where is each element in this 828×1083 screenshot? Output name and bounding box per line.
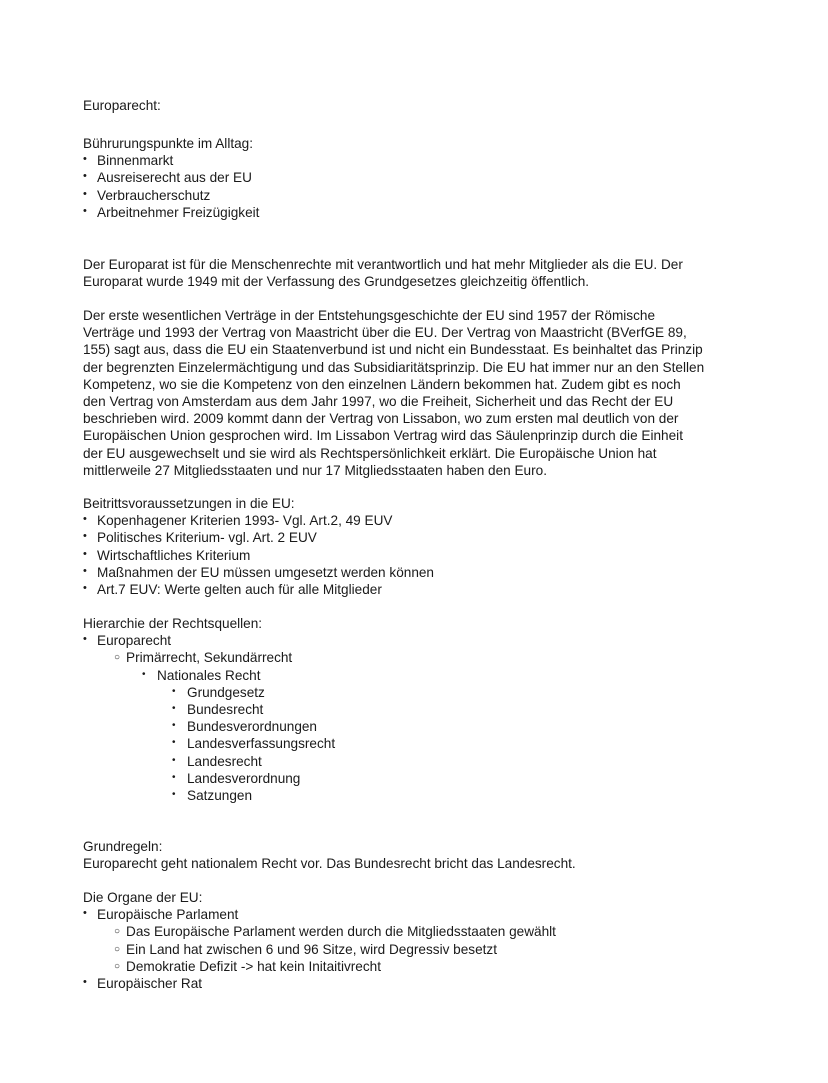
paragraph-line: Europäischen Union gesprochen wird. Im Lissabon Vertrag wird das Säulenprinzip durch die Einheit	[83, 428, 683, 444]
hierarchy-level4-item: • Grundgesetz	[172, 684, 743, 701]
list-item: • Wirtschaftliches Kriterium	[83, 547, 743, 564]
accession-heading: Beitrittsvoraussetzungen in die EU:	[83, 496, 295, 511]
list-item: • Verbraucherschutz	[83, 187, 743, 204]
hierarchy-level4-item: • Bundesrecht	[172, 701, 743, 718]
list-item: • Maßnahmen der EU müssen umgesetzt werden können	[83, 564, 743, 581]
paragraph-line: mittlerweile 27 Mitgliedsstaaten und nur 17 Mitgliedsstaaten haben den Euro.	[83, 462, 547, 478]
parliament-point: ○ Das Europäische Parlament werden durch die Mitgliedsstaaten gewählt	[114, 923, 743, 940]
document-title	[83, 97, 743, 114]
accession-section	[83, 495, 743, 598]
hierarchy-level4-item: • Landesrecht	[172, 753, 743, 770]
europarat-paragraph	[83, 256, 743, 290]
hierarchy-level4-item: • Landesverfassungsrecht	[172, 735, 743, 752]
paragraph-line: Kompetenz, wo sie die Kompetenz von den einzelnen Ländern bekommen hat. Zudem gibt es noch	[83, 376, 681, 392]
hierarchy-level3: • Nationales Recht	[142, 667, 743, 684]
hierarchy-level4-item: • Landesverordnung	[172, 770, 743, 787]
title-text: Europarecht:	[83, 98, 161, 113]
hierarchy-heading: Hierarchie der Rechtsquellen:	[83, 616, 263, 631]
touchpoints-list	[83, 152, 743, 221]
list-item: • Arbeitnehmer Freizügigkeit	[83, 204, 743, 221]
list-item: • Politisches Kriterium- vgl. Art. 2 EUV	[83, 529, 743, 546]
organs-section	[83, 889, 743, 992]
paragraph-line: 155) sagt aus, dass die EU ein Staatenverbund ist und nicht ein Bundesstaat. Es beinhaltet das Prinzip	[83, 342, 703, 358]
parliament-point: ○ Demokratie Defizit -> hat kein Initaitivrecht	[114, 958, 743, 975]
list-item: • Ausreiserecht aus der EU	[83, 169, 743, 186]
paragraph-line: Der Europarat ist für die Menschenrechte mit verantwortlich und hat mehr Mitglieder als die EU. Der	[83, 257, 683, 272]
paragraph-line: beschrieben wird. 2009 kommt dann der Vertrag von Lissabon, wo zum ersten mal deutlich von der	[83, 411, 679, 427]
organs-list	[83, 906, 743, 992]
hierarchy-section	[83, 615, 743, 804]
list-item: • Kopenhagener Kriterien 1993- Vgl. Art.2, 49 EUV	[83, 512, 743, 529]
accession-list	[83, 512, 743, 598]
touchpoints-section	[83, 135, 743, 221]
paragraph-line: Verträge und 1993 der Vertrag von Maastricht über die EU. Der Vertrag von Maastricht (BVerfGE 89,	[83, 325, 687, 341]
organ-council: • Europäischer Rat	[83, 975, 743, 992]
treaties-paragraph	[83, 307, 743, 479]
paragraph-line: Europarat wurde 1949 mit der Verfassung des Grundgesetzes gleichzeitig öffentlich.	[83, 274, 590, 290]
parliament-point: ○ Ein Land hat zwischen 6 und 96 Sitze, wird Degressiv besetzt	[114, 941, 743, 958]
paragraph-line: den Vertrag von Amsterdam aus dem Jahr 1997, wo die Freiheit, Sicherheit und das Recht der EU	[83, 394, 674, 410]
rules-heading: Grundregeln:	[83, 839, 163, 854]
hierarchy-level1: • Europarecht	[83, 632, 743, 649]
hierarchy-list	[83, 632, 743, 804]
paragraph-line: der EU ausgewechselt und sie wird als Rechtspersönlichkeit erklärt. Die Europäische Union hat	[83, 445, 657, 461]
touchpoints-heading: Bührurungspunkte im Alltag:	[83, 136, 254, 151]
organ-parliament: • Europäische Parlament	[83, 906, 743, 923]
hierarchy-level4-item: • Satzungen	[172, 787, 743, 804]
rules-text: Europarecht geht nationalem Recht vor. Das Bundesrecht bricht das Landesrecht.	[83, 856, 576, 872]
hierarchy-level4-item: • Bundesverordnungen	[172, 718, 743, 735]
paragraph-line: Der erste wesentlichen Verträge in der Entstehungsgeschichte der EU sind 1957 der Römische	[83, 308, 656, 323]
paragraph-line: der begrenzten Einzelermächtigung und das Subsidiaritätsprinzip. Die EU hat immer nur an den Stellen	[83, 359, 705, 375]
rules-section	[83, 838, 743, 872]
hierarchy-level2: ○ Primärrecht, Sekundärrecht	[114, 649, 743, 666]
list-item: • Art.7 EUV: Werte gelten auch für alle Mitglieder	[83, 581, 743, 598]
organs-heading: Die Organe der EU:	[83, 890, 203, 905]
list-item: • Binnenmarkt	[83, 152, 743, 169]
